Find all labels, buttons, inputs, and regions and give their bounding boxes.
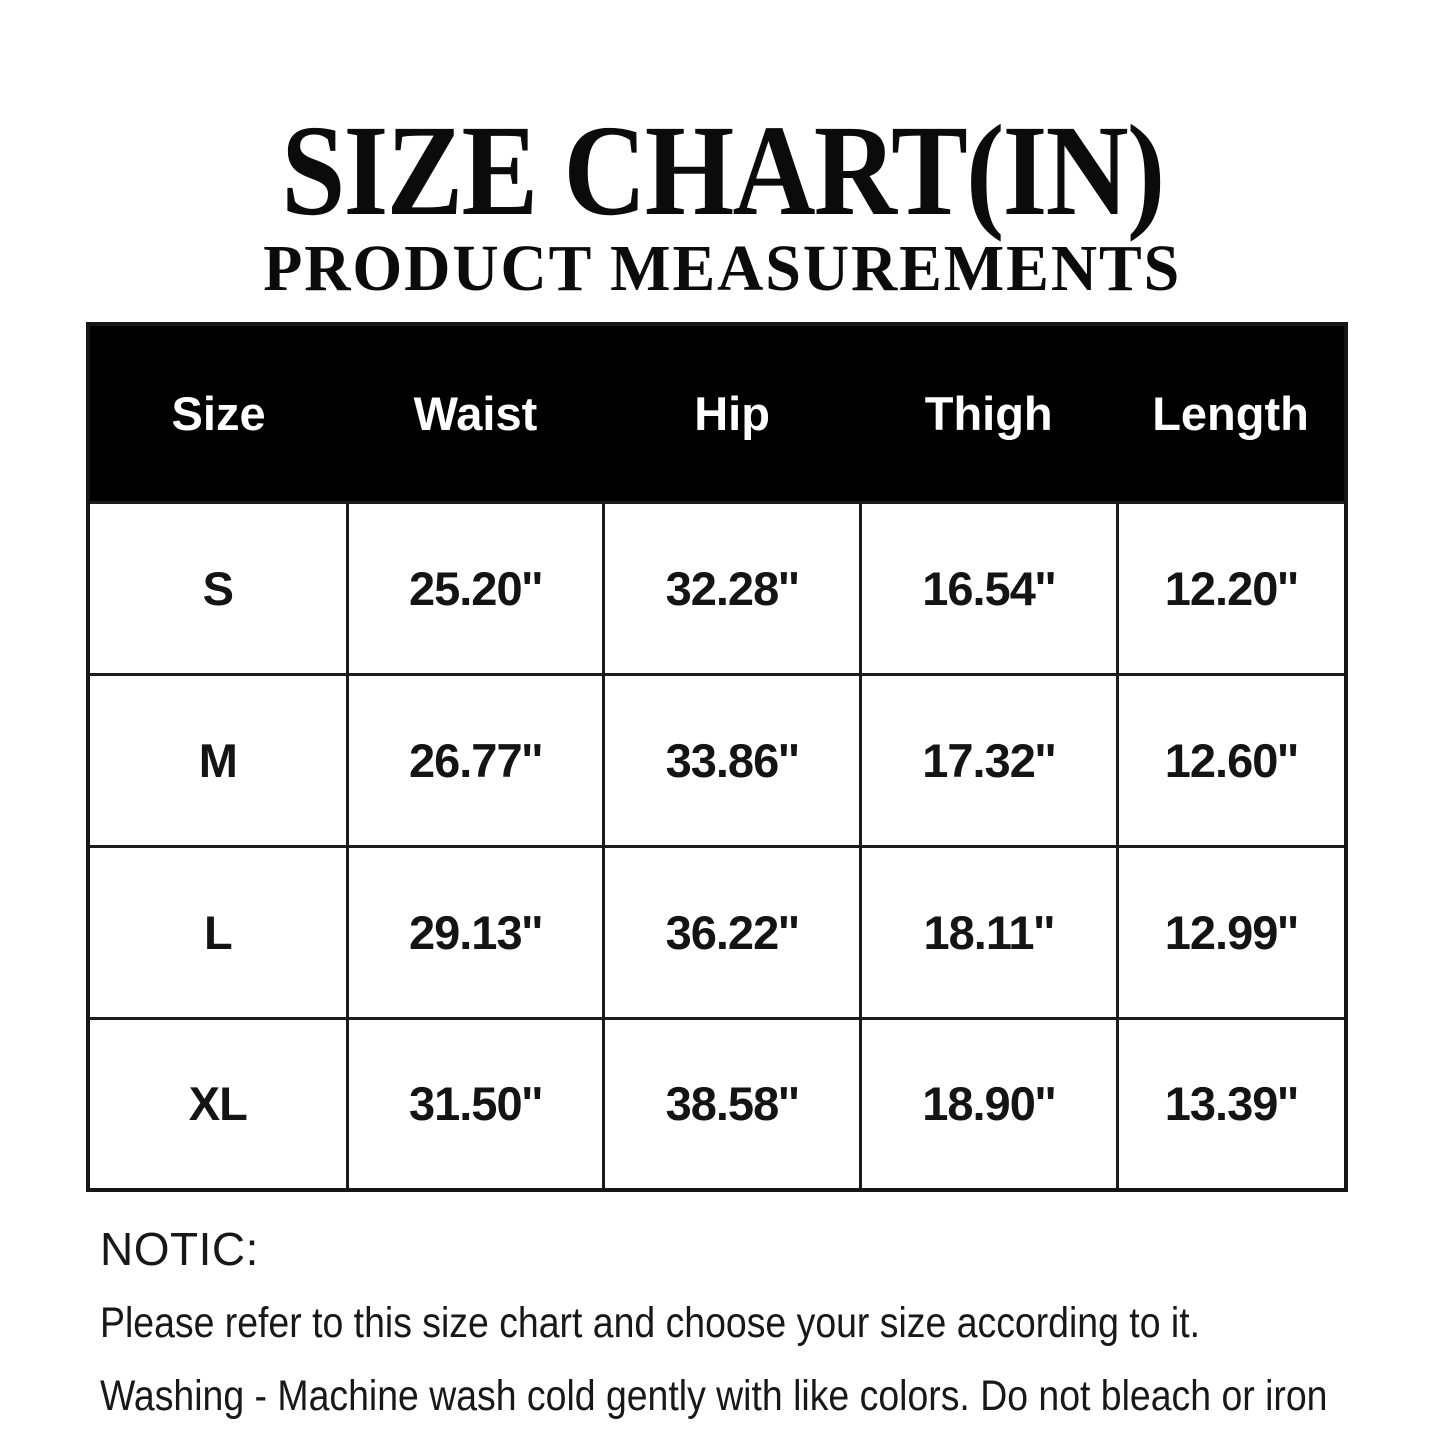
size-chart-table	[86, 322, 1348, 1192]
table-cell: 18.90''	[860, 1018, 1117, 1190]
table-cell: 38.58''	[604, 1018, 861, 1190]
table-row-xl	[88, 1018, 1346, 1190]
size-label: XL	[88, 1018, 347, 1190]
table-cell: 17.32''	[860, 674, 1117, 846]
notes-section	[100, 1223, 1420, 1448]
table-cell: 29.13''	[347, 846, 604, 1018]
table-cell: 12.60''	[1117, 674, 1346, 846]
table-cell: 33.86''	[604, 674, 861, 846]
table-cell: 12.99''	[1117, 846, 1346, 1018]
table-cell: 36.22''	[604, 846, 861, 1018]
size-label: S	[88, 502, 347, 674]
page-subtitle: PRODUCT MEASUREMENTS	[263, 231, 1182, 305]
note-line-refer	[100, 1299, 1420, 1347]
note-line-washing	[100, 1372, 1420, 1420]
table-cell: 25.20''	[347, 502, 604, 674]
column-header-size: Size	[88, 324, 347, 502]
table-cell: 31.50''	[347, 1018, 604, 1190]
table-row-l	[88, 846, 1346, 1018]
column-header-hip: Hip	[604, 324, 861, 502]
table-cell: 32.28''	[604, 502, 861, 674]
note-line-refer-text: Please refer to this size chart and choose your size according to it.	[100, 1299, 1201, 1347]
column-header-length: Length	[1117, 324, 1346, 502]
table-cell: 16.54''	[860, 502, 1117, 674]
table-row-s	[88, 502, 1346, 674]
column-header-thigh: Thigh	[860, 324, 1117, 502]
table-cell: 18.11''	[860, 846, 1117, 1018]
table-cell: 13.39''	[1117, 1018, 1346, 1190]
page-subtitle-wrap	[0, 231, 1445, 305]
page-title: SIZE CHART(IN)	[281, 99, 1164, 243]
table-cell: 26.77''	[347, 674, 604, 846]
column-header-waist: Waist	[347, 324, 604, 502]
table-row-m	[88, 674, 1346, 846]
notes-heading: NOTIC:	[100, 1223, 259, 1275]
size-label: L	[88, 846, 347, 1018]
note-line-washing-text: Washing - Machine wash cold gently with like colors. Do not bleach or iron	[100, 1372, 1328, 1420]
table-cell: 12.20''	[1117, 502, 1346, 674]
size-label: M	[88, 674, 347, 846]
table-header-row	[88, 324, 1346, 502]
chart-header	[0, 99, 1445, 305]
